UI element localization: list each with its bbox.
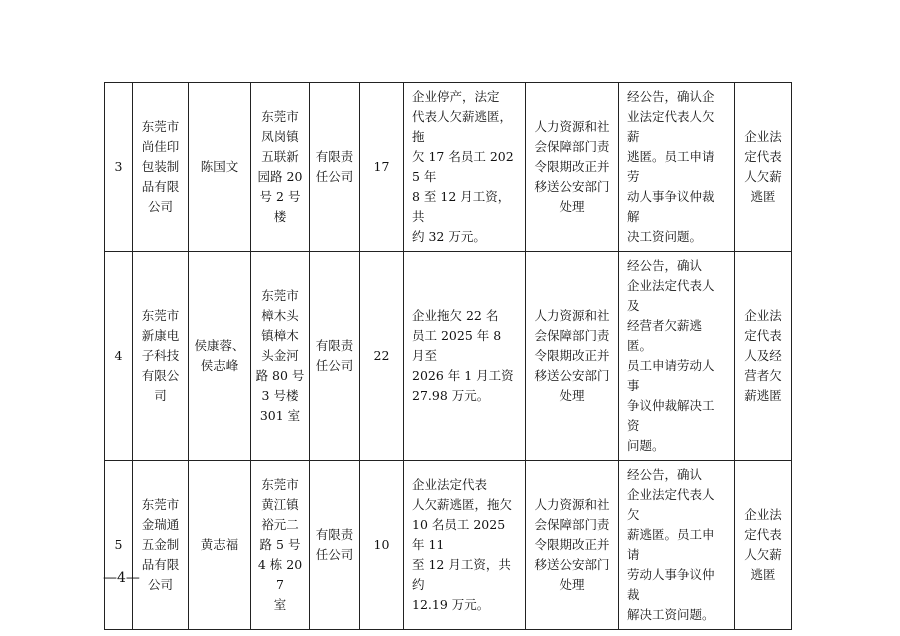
cell-line: 裕元二 [261,517,299,532]
company-address [251,83,310,252]
cell-line: 侯志峰 [200,358,239,373]
company-address [251,461,310,630]
cell-line: 路 5 号 [259,537,301,552]
cell-line: 品有限 [141,557,180,572]
arrears-detail [404,461,526,630]
cell-line: 东莞市 [141,308,180,323]
cell-line: 约 32 万元。 [412,229,486,244]
cell-line: 员工申请劳动人事 [627,358,715,393]
cell-line: 尚佳印 [141,139,180,154]
cell-line: 经公告，确认企 [627,89,715,104]
table-body [105,83,792,630]
cell-line: 27.98 万元。 [412,388,490,403]
cell-line: 有限公 [141,368,180,383]
company-type [310,83,360,252]
cell-line: 公司 [147,199,173,214]
handling-measure [526,83,619,252]
cell-line: 10 名员工 2025 年 11 [412,517,506,552]
cell-line: 营者欠 [744,368,782,383]
cell-line: 业法定代表人欠薪 [627,109,715,144]
cell-line: 会保障部门责 [534,517,610,532]
responsible-person [189,83,251,252]
cell-line: 争议仲裁解决工资 [627,398,715,433]
cell-line: 12.19 万元。 [412,597,490,612]
cell-line: 企业法定代表人欠 [627,487,715,522]
table-row [105,252,792,461]
cell-line: 金瑞通 [141,517,180,532]
cell-line: 新康电 [141,328,180,343]
cell-line: 有限责 [315,338,354,353]
cell-line: 4 栋 207 [257,557,303,592]
cell-line: 定代表 [744,328,782,343]
cell-line: 人力资源和社 [534,308,610,323]
cell-line: 逃匿 [750,567,776,582]
company-type [310,252,360,461]
cell-line: 处理 [559,388,585,403]
cell-line: 劳动人事争议仲裁 [627,567,715,602]
handling-measure [526,252,619,461]
company-address [251,252,310,461]
cell-line: 移送公安部门 [534,368,610,383]
cell-line: 人力资源和社 [534,497,610,512]
row-seq: 3 [105,83,133,252]
cell-line: 人欠薪逃匿，拖欠 [412,497,513,512]
cell-line: 会保障部门责 [534,139,610,154]
responsible-person [189,461,251,630]
cell-line: 樟木头 [261,308,299,323]
cell-line: 头金河 [261,348,299,363]
cell-line: 动人事争议仲裁解 [627,189,715,224]
cell-line: 黄志福 [200,537,239,552]
employee-count: 22 [360,252,404,461]
cell-line: 解决工资问题。 [627,607,715,622]
handling-measure [526,461,619,630]
cell-line: 经公告，确认 [627,467,703,482]
arrears-detail [404,252,526,461]
cell-line: 公司 [147,577,173,592]
cell-line: 员工 2025 年 8 月至 [412,328,502,363]
cell-line: 任公司 [315,358,354,373]
table-row [105,461,792,630]
cell-line: 路 80 号 [255,368,305,383]
cell-line: 代表人欠薪逃匿，拖 [412,109,513,144]
employee-count: 10 [360,461,404,630]
handling-result [619,461,735,630]
status [735,83,792,252]
cell-line: 会保障部门责 [534,328,610,343]
cell-line: 东莞市 [261,477,299,492]
arrears-detail [404,83,526,252]
cell-line: 令限期改正并 [534,159,610,174]
company-name [133,461,189,630]
status [735,252,792,461]
cell-line: 欠 17 名员工 2025 年 [412,149,514,184]
cell-line: 处理 [559,199,585,214]
cell-line: 决工资问题。 [627,229,703,244]
cell-line: 逃匿。员工申请劳 [627,149,715,184]
cell-line: 人力资源和社 [534,119,610,134]
status [735,461,792,630]
cell-line: 企业法 [744,507,782,522]
cell-line: 品有限 [141,179,180,194]
cell-line: 企业法 [744,308,782,323]
cell-line: 2026 年 1 月工资 [412,368,514,383]
cell-line: 子科技 [141,348,180,363]
cell-line: 逃匿 [750,189,776,204]
handling-result [619,83,735,252]
cell-line: 处理 [559,577,585,592]
cell-line: 人及经 [744,348,782,363]
cell-line: 301 室 [259,408,301,423]
cell-line: 凤岗镇 [261,129,299,144]
cell-line: 东莞市 [141,119,180,134]
cell-line: 园路 20 [257,169,303,184]
cell-line: 五联新 [261,149,299,164]
row-seq: 5 [105,461,133,630]
cell-line: 东莞市 [261,288,299,303]
cell-line: 经公告，确认 [627,258,703,273]
cell-line: 人欠薪 [744,547,782,562]
cell-line: 移送公安部门 [534,557,610,572]
cell-line: 经营者欠薪逃匿。 [627,318,703,353]
cell-line: 有限责 [315,527,354,542]
cell-line: 移送公安部门 [534,179,610,194]
cell-line: 令限期改正并 [534,348,610,363]
cell-line: 陈国文 [200,159,239,174]
handling-result [619,252,735,461]
cell-line: 司 [154,388,167,403]
cell-line: 薪逃匿 [744,388,782,403]
cell-line: 人欠薪 [744,169,782,184]
cell-line: 企业拖欠 22 名 [412,308,499,323]
cell-line: 任公司 [315,169,354,184]
cell-line: 8 至 12 月工资，共 [412,189,511,224]
cell-line: 企业法定代表人及 [627,278,715,313]
cell-line: 企业停产，法定 [412,89,500,104]
company-type [310,461,360,630]
cell-line: 薪逃匿。员工申请 [627,527,715,562]
cell-line: 问题。 [627,438,665,453]
cell-line: 令限期改正并 [534,537,610,552]
cell-line: 镇樟木 [261,328,299,343]
cell-line: 东莞市 [141,497,180,512]
wage-arrears-table [104,82,792,630]
cell-line: 东莞市 [261,109,299,124]
table-row [105,83,792,252]
cell-line: 包装制 [141,159,180,174]
cell-line: 至 12 月工资，共约 [412,557,511,592]
cell-line: 侯康蓉、 [194,338,245,353]
cell-line: 3 号楼 [261,388,299,403]
cell-line: 定代表 [744,149,782,164]
cell-line: 五金制 [141,537,180,552]
employee-count: 17 [360,83,404,252]
cell-line: 室 [273,597,287,612]
company-name [133,252,189,461]
cell-line: 任公司 [315,547,354,562]
responsible-person [189,252,251,461]
cell-line: 楼 [273,209,287,224]
cell-line: 有限责 [315,149,354,164]
cell-line: 企业法 [744,129,782,144]
page-number: —4— [103,570,140,586]
company-name [133,83,189,252]
row-seq: 4 [105,252,133,461]
cell-line: 企业法定代表 [412,477,488,492]
cell-line: 黄江镇 [261,497,299,512]
cell-line: 定代表 [744,527,782,542]
cell-line: 号 2 号 [259,189,301,204]
